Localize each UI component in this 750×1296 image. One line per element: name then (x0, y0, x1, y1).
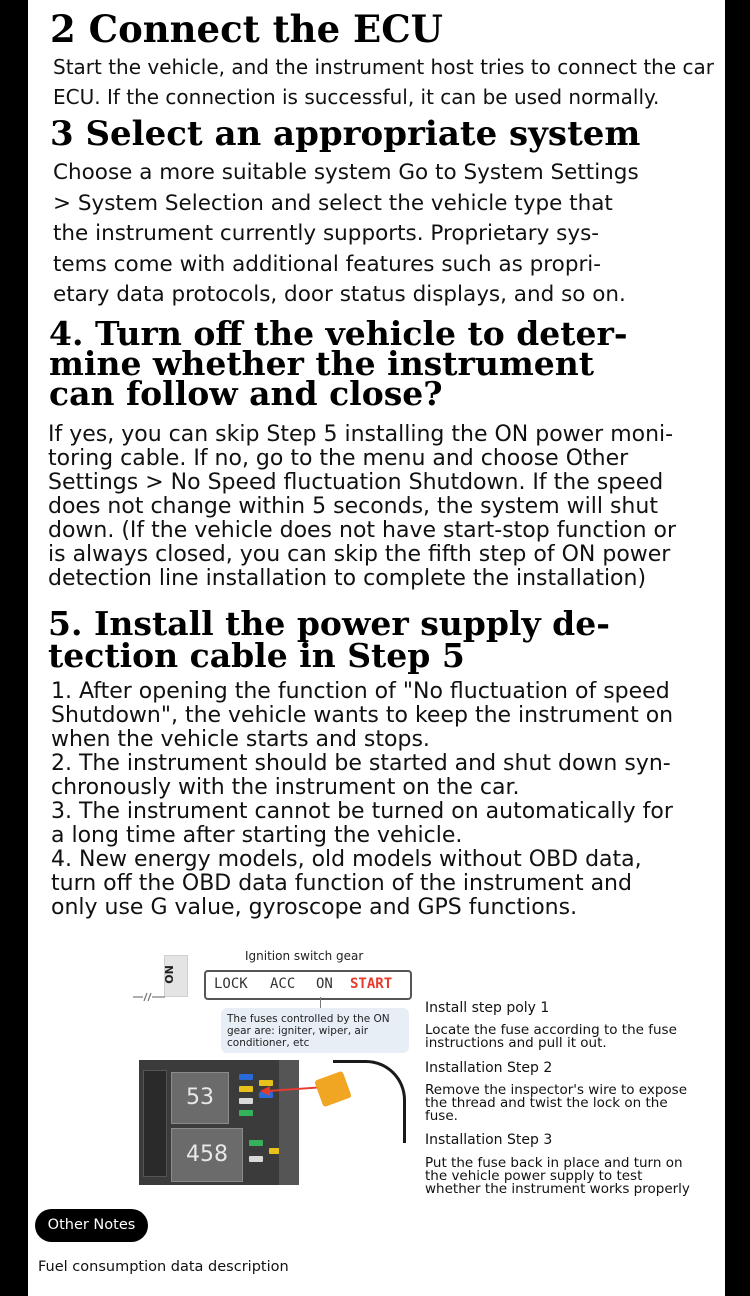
text-line: toring cable. If no, go to the menu and choose Other (48, 446, 629, 471)
fuse-box-image (139, 1060, 299, 1185)
text-line: Start the vehicle, and the instrument host tries to connect the car (53, 55, 714, 79)
document-page (28, 0, 725, 1296)
heading-line: mine whether the instrument (49, 344, 595, 383)
step-1-body-line: instructions and pull it out. (425, 1035, 607, 1051)
step-1-body-line: Locate the fuse according to the fuse (425, 1022, 677, 1038)
section-2-body (53, 52, 714, 112)
text-line: 1. After opening the function of "No fluctuation of speed (51, 679, 670, 704)
text-line: If yes, you can skip Step 5 installing the ON power moni- (48, 422, 674, 447)
text-line: ECU. If the connection is successful, it can be used normally. (53, 85, 660, 109)
text-line: a long time after starting the vehicle. (51, 823, 463, 848)
text-line: Shutdown", the vehicle wants to keep the instrument on (51, 703, 674, 728)
tap-wire-icon (333, 1060, 406, 1143)
heading-line: 4. Turn off the vehicle to deter- (49, 314, 628, 353)
step-3-title: Installation Step 3 (425, 1132, 553, 1148)
section-2-heading: 2 Connect the ECU (50, 7, 443, 51)
text-line: 3. The instrument cannot be turned on automatically for (51, 799, 673, 824)
fuse-icon (239, 1086, 253, 1092)
section-3-heading: 3 Select an appropriate system (50, 114, 641, 154)
text-line: detection line installation to complete the installation) (48, 566, 647, 591)
on-indicator (164, 955, 188, 997)
fuse-icon (239, 1110, 253, 1116)
on-label: ON (162, 965, 176, 984)
step-3-body-line: Put the fuse back in place and turn on (425, 1155, 683, 1171)
fuse-icon (249, 1156, 263, 1162)
gear-on: ON (316, 976, 333, 992)
gear-start: START (350, 976, 393, 992)
fuse-icon (239, 1074, 253, 1080)
text-line: etary data protocols, door status displays, and so on. (53, 282, 626, 307)
text-line: only use G value, gyroscope and GPS functions. (51, 895, 578, 920)
other-notes-button[interactable]: Other Notes (35, 1209, 148, 1242)
gear-selector-bar (204, 970, 412, 1000)
heading-line: 5. Install the power supply de- (48, 604, 610, 643)
section-3-body (53, 158, 639, 311)
step-1-title: Install step poly 1 (425, 1000, 550, 1016)
text-line: when the vehicle starts and stops. (51, 727, 430, 752)
fuse-icon (249, 1140, 263, 1146)
gear-lock: LOCK (214, 976, 248, 992)
footer-caption: Fuel consumption data description (38, 1259, 289, 1275)
text-line: Choose a more suitable system Go to System Settings (53, 160, 639, 185)
text-line: tems come with additional features such as propri- (53, 251, 602, 277)
fuse-icon (239, 1098, 253, 1104)
text-line: the instrument currently supports. Proprietary sys- (53, 221, 600, 246)
heading-line: tection cable in Step 5 (48, 636, 465, 675)
step-2-body-line: fuse. (425, 1108, 458, 1124)
step-3-body-line: the vehicle power supply to test (425, 1168, 643, 1184)
text-line: down. (If the vehicle does not have start-stop function or (48, 518, 677, 543)
text-line: 4. New energy models, old models without OBD data, (51, 847, 642, 872)
section-4-heading (49, 314, 628, 413)
gear-acc: ACC (270, 976, 296, 992)
fuse-box-edge (279, 1060, 299, 1185)
fuse-strip (143, 1070, 167, 1177)
text-line: chronously with the instrument on the car. (51, 775, 520, 800)
step-2-body-line: Remove the inspector's wire to expose (425, 1082, 688, 1098)
step-3-body-line: whether the instrument works properly (425, 1181, 690, 1197)
gear-title: Ignition switch gear (245, 949, 364, 963)
text-line: 2. The instrument should be started and shut down syn- (51, 751, 671, 776)
relay-53: 53 (171, 1072, 229, 1124)
text-line: does not change within 5 seconds, the system will shut (48, 494, 658, 519)
text-line: > System Selection and select the vehicle type that (53, 190, 613, 216)
relay-458: 458 (171, 1128, 243, 1182)
text-line: turn off the OBD data function of the instrument and (51, 871, 632, 896)
step-2-title: Installation Step 2 (425, 1060, 553, 1076)
heading-line: can follow and close? (49, 374, 443, 413)
text-line: Settings > No Speed fluctuation Shutdown. If the speed (48, 470, 664, 495)
text-line: is always closed, you can skip the fifth step of ON power (48, 542, 671, 567)
section-5-body (51, 680, 673, 920)
step-2-body-line: the thread and twist the lock on the (425, 1095, 668, 1111)
section-5-heading (48, 604, 610, 675)
section-4-body (48, 423, 676, 591)
fuse-callout: The fuses controlled by the ON gear are: igniter, wiper, air conditioner, etc (221, 1008, 409, 1053)
arrow-left-icon (260, 1086, 270, 1096)
wire-break-icon (133, 992, 165, 1002)
